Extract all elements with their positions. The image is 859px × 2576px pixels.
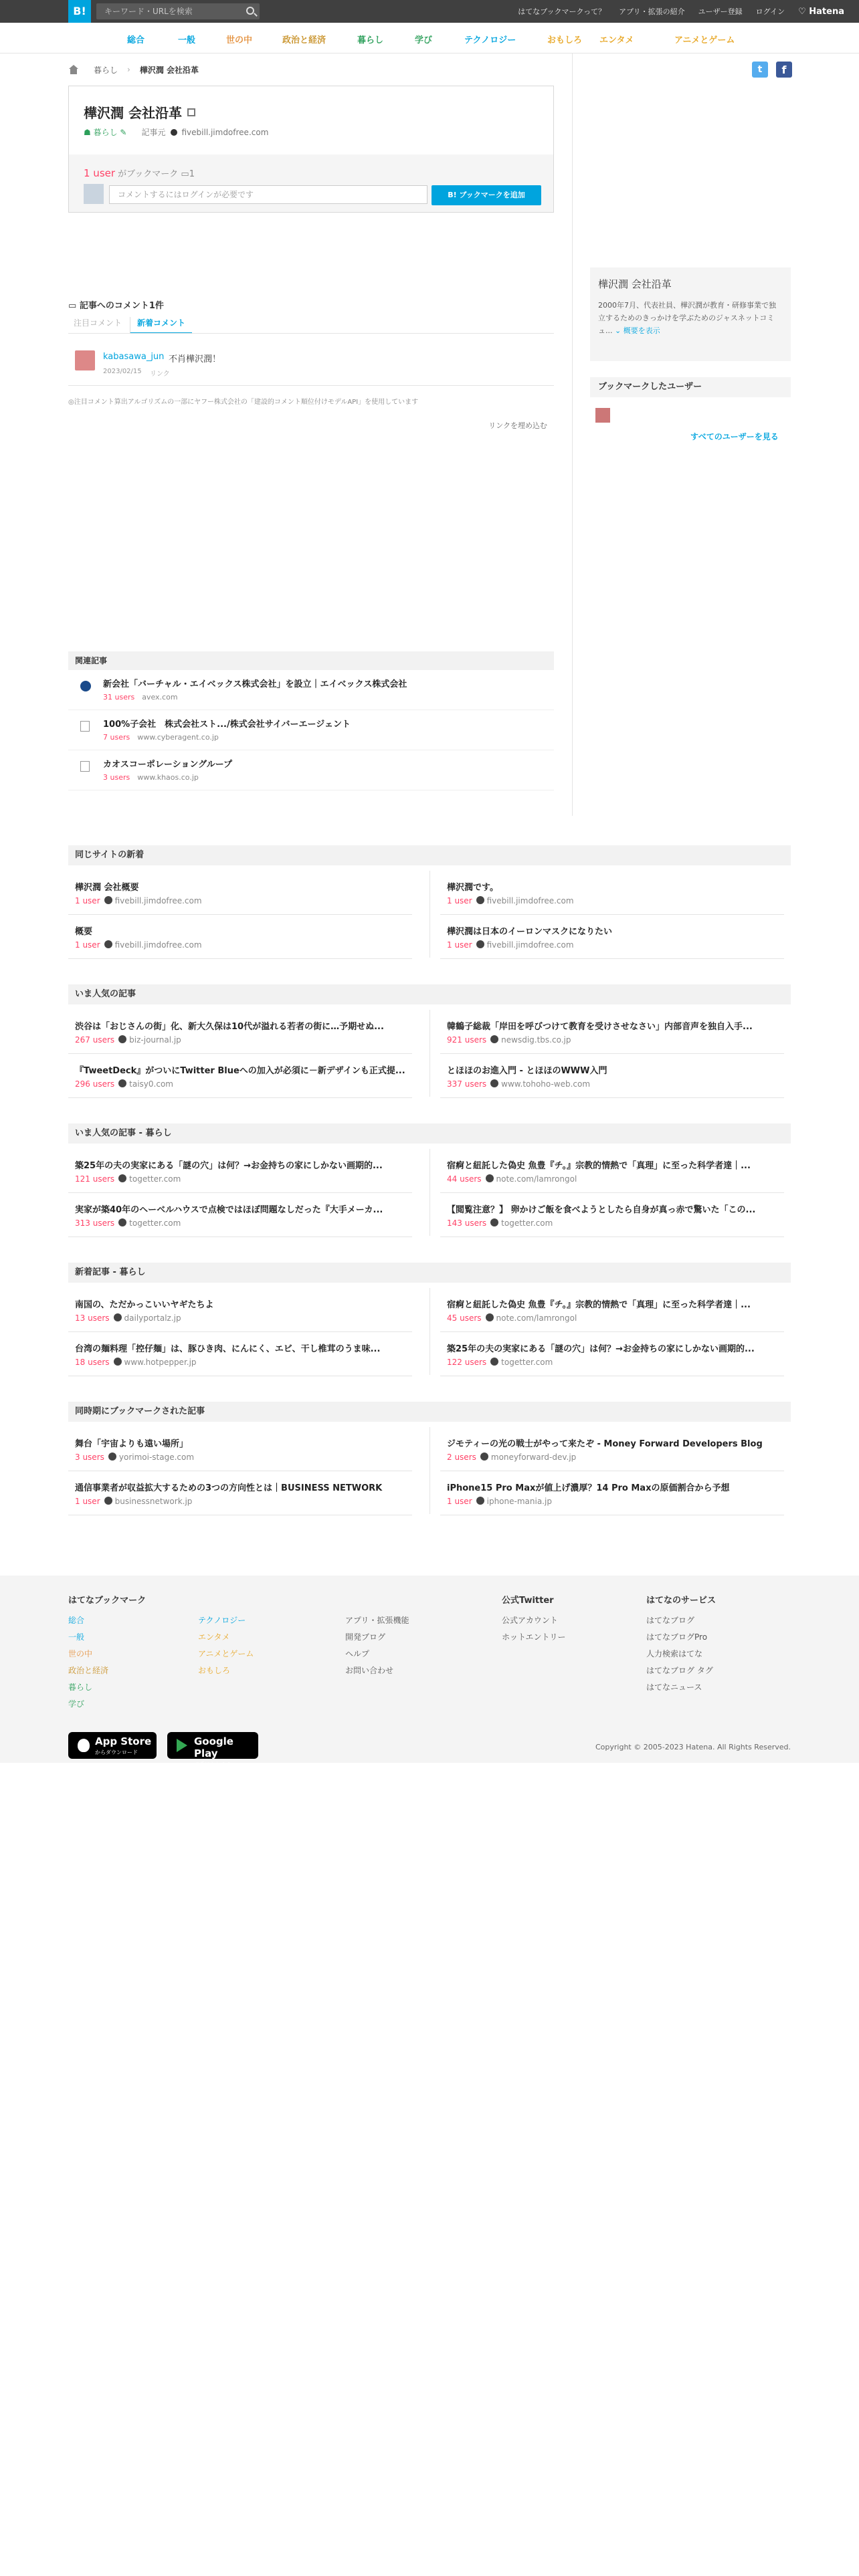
article-meta: 13 users dailyportalz.jp [75,1313,181,1323]
article-meta: 1 user iphone-mania.jp [447,1497,552,1506]
article-title[interactable]: 通信事業者が収益拡大するための3つの方向性とは｜BUSINESS NETWORK [75,1483,383,1493]
chevron-right-icon: › [127,65,130,74]
search-icon[interactable] [246,7,254,15]
article-title[interactable]: とほほのお進入門 - とほほのWWW入門 [447,1066,607,1076]
footer-category-link[interactable]: 政治と経済 [68,1666,109,1675]
related-meta: 7 users www.cyberagent.co.jp [103,733,219,742]
avatar[interactable] [595,408,610,423]
document-icon [80,761,90,772]
related-title[interactable]: 新会社「バーチャル・エイベックス株式会社」を設立｜エイベックス株式会社 [103,679,407,689]
section-heading: 同時期にブックマークされた記事 [68,1402,791,1422]
section-heading: いま人気の記事 [68,984,791,1004]
about-link[interactable]: はてなブックマークって？ [518,7,606,16]
footer-category-link[interactable]: アニメとゲーム [198,1649,254,1658]
external-link-icon[interactable] [187,108,195,116]
summary-title: 樺沢潤 会社沿革 [598,278,672,290]
hatena-brand-link[interactable]: ♡ Hatena [798,6,844,17]
footer-category-link[interactable]: 総合 [68,1616,85,1625]
algorithm-notice: ◎注目コメント算出アルゴリズムの一部にヤフー株式会社の「建設的コメント順位付けモデルAPI」を使用しています [68,399,419,406]
article-title[interactable]: 築25年の夫の実家にある「謎の穴」は何？→お金持ちの家にしかない画期的... [447,1344,755,1354]
article-title[interactable]: ジモティーの光の戦士がやって来たぞ - Money Forward Developers Blog [447,1439,763,1449]
article-title[interactable]: 築25年の夫の実家にある「謎の穴」は何？→お金持ちの家にしかない画期的... [75,1161,383,1171]
article-card[interactable] [68,871,412,915]
category-0[interactable]: 総合 [127,35,145,45]
site-favicon-icon [114,1358,122,1366]
category-7[interactable]: おもしろ [547,35,583,45]
site-favicon-icon [108,1453,116,1461]
apps-link[interactable]: アプリ・拡張の紹介 [619,7,685,16]
comment-input[interactable]: コメントするにはログインが必要です [109,185,427,204]
article-meta: 1 user fivebill.jimdofree.com [75,940,202,950]
site-favicon-icon [118,1174,126,1182]
article-meta: 121 users togetter.com [75,1174,181,1184]
home-icon[interactable] [68,65,79,74]
site-favicon-icon [118,1218,126,1226]
footer-link[interactable]: はてなブログ [646,1616,695,1625]
related-articles [68,651,554,782]
footer-category-link[interactable]: テクノロジー [198,1616,246,1625]
comment-icon: ▭ [68,301,77,311]
search-placeholder: キーワード・URLを検索 [104,7,193,16]
bookmark-count[interactable]: 1 user がブックマーク ▭1 [84,167,195,179]
article-card[interactable] [68,1010,412,1054]
entry-title[interactable]: 樺沢潤 会社沿革 [84,102,195,122]
section-heading: いま人気の記事 - 暮らし [68,1123,791,1144]
category-9[interactable]: アニメとゲーム [674,35,735,45]
site-favicon-icon [118,1079,126,1087]
article-title[interactable]: 宿痾と紐託した偽史 魚豊『チ。』宗教的情熱で「真理」に至った科学者達｜... [447,1300,751,1310]
article-meta: 122 users togetter.com [447,1358,553,1367]
search-input[interactable] [96,3,260,19]
article-card[interactable] [440,1288,784,1332]
article-meta: 337 users www.tohoho-web.com [447,1079,591,1089]
article-meta: 921 users newsdig.tbs.co.jp [447,1035,571,1045]
comment-icon: ▭ [181,169,189,179]
site-favicon-icon [490,1079,498,1087]
article-card[interactable] [68,1332,412,1376]
footer-link[interactable]: ホットエントリー [502,1632,566,1642]
section-2 [68,1123,791,1239]
site-favicon-icon [480,1453,488,1461]
comment-date[interactable]: 2023/02/15 [103,368,142,375]
section-heading: 新着記事 - 暮らし [68,1263,791,1283]
article-card[interactable] [68,1149,412,1193]
article-title[interactable]: 台湾の麺料理「控仔麺」は、豚ひき肉、にんにく、エビ、干し椎茸のうま味... [75,1344,381,1354]
category-8[interactable]: エンタメ [599,35,634,45]
article-meta: 45 users note.com/lamrongol [447,1313,577,1323]
article-meta: 18 users www.hotpepper.jp [75,1358,197,1367]
category-6[interactable]: テクノロジー [464,35,516,45]
comments-section [68,298,554,430]
apple-icon [78,1739,90,1752]
top-links [504,0,844,23]
breadcrumb-current: 樺沢潤 会社沿革 [139,65,199,75]
comment-text: 不肖樺沢潤！ [169,354,221,364]
article-meta: 2 users moneyforward-dev.jp [447,1453,577,1462]
article-card[interactable] [68,1288,412,1332]
copyright: Copyright © 2005-2023 Hatena. All Rights Reserved. [595,1743,791,1751]
list-item[interactable] [68,750,554,790]
user-avatar [84,184,104,204]
facebook-share-icon[interactable]: f [776,62,792,78]
article-card[interactable] [440,1054,784,1098]
article-card[interactable] [440,871,784,915]
article-title[interactable]: 樺沢潤は日本のイーロンマスクになりたい [447,927,613,937]
source-domain[interactable]: fivebill.jimdofree.com [181,127,269,137]
article-meta: 313 users togetter.com [75,1218,181,1228]
avatar[interactable] [75,350,95,370]
google-play-button[interactable]: Google Play で手に入れよう [167,1732,258,1759]
related-meta: 31 users avex.com [103,693,178,702]
bookmark-users-heading: ブックマークしたユーザー [590,377,791,397]
footer-link[interactable]: 人力検索はてな [646,1649,703,1658]
footer-category-link[interactable]: 一般 [68,1632,85,1642]
section-4 [68,1402,791,1517]
site-favicon-icon [104,1497,112,1505]
site-favicon-icon [118,1035,126,1043]
section-1 [68,984,791,1099]
footer-category-link[interactable]: 世の中 [68,1649,93,1658]
article-card[interactable] [440,1332,784,1376]
tab-new-comments[interactable]: 新着コメント [130,317,192,334]
comments-heading: ▭ 記事へのコメント1件 [68,301,164,311]
add-bookmark-button[interactable]: B! ブックマークを追加 [432,185,541,205]
source-label: 記事元 [141,128,166,137]
article-meta: 296 users taisy0.com [75,1079,173,1089]
bookmark-action-panel [69,154,553,212]
article-title[interactable]: 実家が築40年のヘーベルハウスで点検ではほぼ問題なしだった『大手メーカ... [75,1205,383,1215]
article-title[interactable]: 南国の、ただかっこいいヤギたちよ [75,1300,214,1310]
article-card[interactable] [440,1427,784,1471]
all-users-link[interactable]: すべてのユーザーを見る [690,432,779,441]
comment-user[interactable]: kabasawa_jun [103,352,165,362]
embed-link[interactable]: リンクを埋め込む [488,421,547,430]
breadcrumb [68,63,199,76]
show-summary-link[interactable]: ⌄ 概要を表示 [615,326,660,335]
top-bar [0,0,859,23]
section-0 [68,845,791,960]
category-1[interactable]: 一般 [178,35,196,45]
entry-category-tag[interactable]: ☗ 暮らし ✎ [84,128,127,137]
article-card[interactable] [68,1427,412,1471]
article-meta: 1 user businessnetwork.jp [75,1497,193,1506]
comment-tabs [74,317,192,334]
article-card[interactable] [440,1471,784,1515]
article-meta: 143 users togetter.com [447,1218,553,1228]
site-favicon-icon [486,1174,494,1182]
article-card[interactable] [440,1149,784,1193]
article-card[interactable] [440,915,784,959]
site-favicon-icon [490,1218,498,1226]
login-link[interactable]: ログイン [755,7,785,16]
twitter-share-icon[interactable]: t [752,62,768,78]
article-meta: 44 users note.com/lamrongol [447,1174,577,1184]
summary-desc: 2000年7月、代表社員、樺沢潤が教育・研修事業で独立するためのきっかけを学ぶためのジャスネットコミュ... ⌄ 概要を表示 [598,301,776,335]
article-card[interactable] [440,1010,784,1054]
site-favicon-icon [104,940,112,948]
site-favicon-icon [114,1313,122,1321]
article-meta: 267 users biz-journal.jp [75,1035,181,1045]
entry-meta [84,126,268,138]
site-favicon-icon [104,896,112,904]
article-card[interactable] [68,1471,412,1515]
category-5[interactable]: 学び [415,35,433,45]
footer-heading-twitter: 公式Twitter [502,1596,554,1606]
footer-category-link[interactable]: エンタメ [198,1632,230,1642]
footer-link[interactable]: 公式アカウント [502,1616,558,1625]
footer-heading-bookmark: はてなブックマーク [68,1596,147,1606]
breadcrumb-category[interactable]: 暮らし [94,65,118,75]
article-meta: 3 users yorimoi-stage.com [75,1453,195,1462]
article-title[interactable]: 概要 [75,927,93,937]
entry-box [68,86,554,213]
list-item[interactable] [68,670,554,710]
list-item[interactable] [68,710,554,750]
document-icon [80,721,90,732]
article-title[interactable]: 韓鶴子総裁「岸田を呼びつけて教育を受けさせなさい」内部音声を独自入手... [447,1022,753,1032]
article-card[interactable] [440,1193,784,1237]
category-3[interactable]: 政治と経済 [282,35,326,45]
source-favicon-icon [171,129,177,136]
hatena-bookmark-logo[interactable]: B! [68,0,91,23]
article-meta: 1 user fivebill.jimdofree.com [447,940,574,950]
site-favicon-icon [476,940,484,948]
site-favicon-icon [476,1497,484,1505]
article-meta: 1 user fivebill.jimdofree.com [75,896,202,905]
footer-link[interactable]: はてなニュース [646,1683,702,1692]
article-title[interactable]: 『TweetDeck』がついにTwitter Blueへの加入が必須に－新デザインも正式提... [75,1066,405,1076]
site-favicon-icon [490,1358,498,1366]
article-card[interactable] [68,1054,412,1098]
article-title[interactable]: 樺沢潤です。 [447,883,498,893]
related-heading: 関連記事 [68,651,554,670]
article-card[interactable] [68,915,412,959]
section-heading: 同じサイトの新着 [68,845,791,865]
footer-link[interactable]: アプリ・拡張機能 [345,1616,409,1625]
footer-link[interactable]: お問い合わせ [345,1666,394,1675]
google-play-icon [177,1739,187,1752]
footer-category-link[interactable]: 暮らし [68,1683,93,1692]
article-title[interactable]: 宿痾と紐託した偽史 魚豊『チ。』宗教的情熱で「真理」に至った科学者達｜... [447,1161,751,1171]
category-4[interactable]: 暮らし [357,35,384,45]
footer [0,1576,859,1767]
site-favicon-icon [490,1035,498,1043]
site-favicon-icon [486,1313,494,1321]
related-meta: 3 users www.khaos.co.jp [103,773,199,782]
article-card[interactable] [68,1193,412,1237]
site-favicon-icon [80,681,91,691]
footer-link[interactable]: はてなブログPro [646,1632,708,1642]
entry-summary [590,267,791,361]
article-title[interactable]: 樺沢潤 会社概要 [75,883,139,893]
section-3 [68,1263,791,1378]
signup-link[interactable]: ユーザー登録 [698,7,743,16]
article-title[interactable]: iPhone15 Pro Maxが値上げ濃厚？14 Pro Maxの原価割合から予想 [447,1483,730,1493]
category-nav [0,23,859,53]
article-title[interactable]: 【閲覧注意？】 卵かけご飯を食べようとしたら自身が真っ赤で驚いた「この... [447,1205,756,1215]
related-title[interactable]: 100%子会社 株式会社スト.../株式会社サイバーエージェント [103,720,351,730]
article-meta: 1 user fivebill.jimdofree.com [447,896,574,905]
comment-link[interactable]: リンク [150,370,170,378]
footer-link[interactable]: ヘルプ [345,1649,370,1658]
footer-category-link[interactable]: 学び [68,1699,85,1709]
footer-link[interactable]: 開発ブログ [345,1632,386,1642]
related-title[interactable]: カオスコーポレーショングループ [103,760,233,770]
article-title[interactable]: 渋谷は「おじさんの街」化、新大久保は10代が溢れる若者の街に…予期せぬ... [75,1022,384,1032]
app-store-button[interactable]: App Store からダウンロード [68,1732,157,1759]
footer-link[interactable]: はてなブログ タグ [646,1666,713,1675]
category-2[interactable]: 世の中 [226,35,253,45]
tab-popular-comments[interactable]: 注目コメント [74,318,122,328]
site-favicon-icon [476,896,484,904]
footer-category-link[interactable]: おもしろ [198,1666,231,1675]
footer-heading-services: はてなのサービス [646,1596,717,1606]
article-title[interactable]: 舞台「宇宙よりも遠い場所」 [75,1439,189,1449]
